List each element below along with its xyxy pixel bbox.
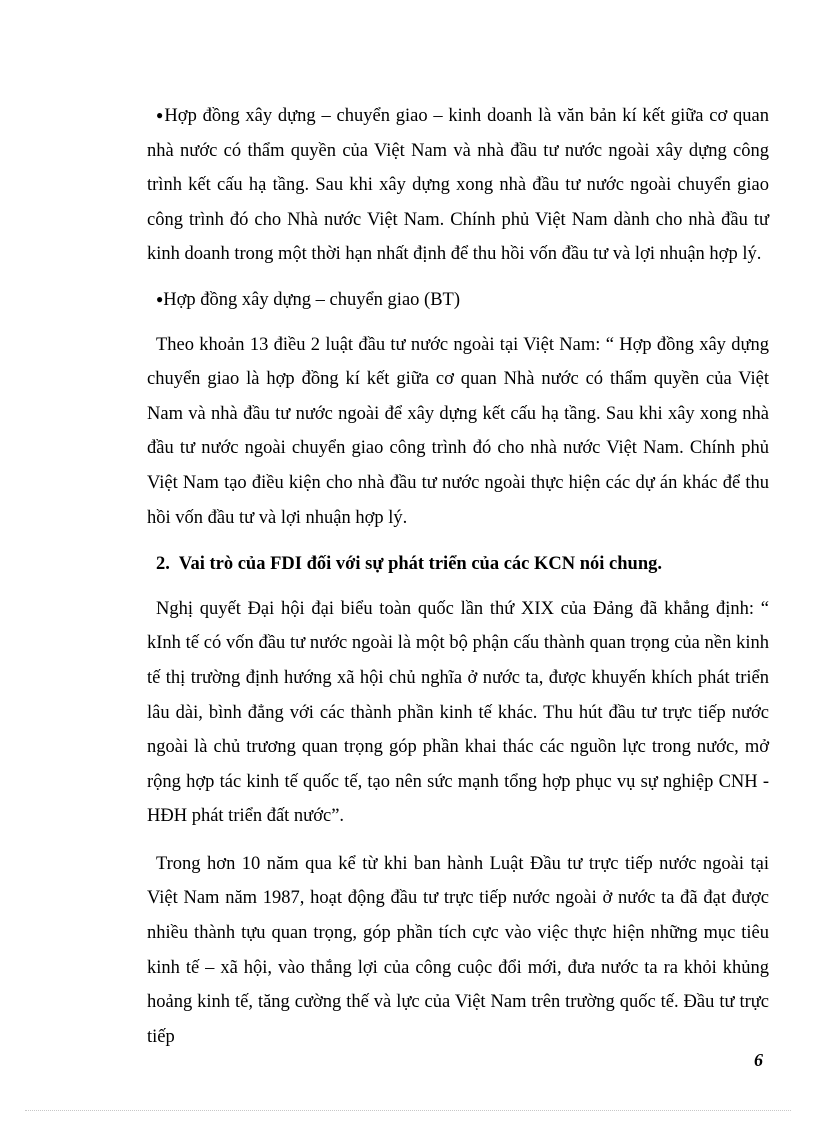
paragraph-bt-heading <box>147 282 769 318</box>
section-number: 2. <box>156 554 170 575</box>
bullet-icon: ● <box>156 291 164 306</box>
paragraph-bt-heading-text: Hợp đồng xây dựng – chuyển giao (BT) <box>163 289 460 310</box>
document-body <box>147 98 769 1054</box>
paragraph-bt-definition: Theo khoản 13 điều 2 luật đầu tư nước ngoài tại Việt Nam: “ Hợp đồng xây dựng chuyển giao là hợp đồng kí kết giữa cơ quan Nhà nước có thẩm quyền của Việt Nam và nhà đầu tư nước ngoài để xây dựng kết cấu hạ tầng. Sau khi xây xong nhà đầu tư nước ngoài chuyển giao công trình đó cho nhà nước Việt Nam. Chính phủ Việt Nam tạo điều kiện cho nhà đầu tư nước ngoài thực hiện các dự án khác để thu hồi vốn đầu tư và lợi nhuận hợp lý. <box>147 334 769 528</box>
page-number: 6 <box>754 1050 763 1070</box>
bullet-icon: ● <box>156 108 165 122</box>
page-bottom-divider <box>25 1110 791 1111</box>
section-heading <box>147 547 769 582</box>
paragraph-bot-definition <box>147 98 769 272</box>
section-title: Vai trò của FDI đối với sự phát triển của các KCN nói chung. <box>178 554 662 575</box>
paragraph-resolution-quote: Nghị quyết Đại hội đại biểu toàn quốc lần thứ XIX của Đảng đã khẳng định: “ kInh tế có vốn đầu tư nước ngoài là một bộ phận cấu thành quan trọng của nền kinh tế thị trường định hướng xã hội chủ nghĩa ở nước ta, được khuyến khích phát triển lâu dài, bình đẳng với các thành phần kinh tế khác. Thu hút đầu tư trực tiếp nước ngoài là chủ trương quan trọng góp phần khai thác các nguồn lực trong nước, mở rộng hợp tác kinh tế quốc tế, tạo nên sức mạnh tổng hợp phục vụ sự nghiệp CNH - HĐH phát triển đất nước”. <box>147 598 769 827</box>
paragraph-decade-review: Trong hơn 10 năm qua kể từ khi ban hành Luật Đầu tư trực tiếp nước ngoài tại Việt Nam năm 1987, hoạt động đầu tư trực tiếp nước ngoài ở nước ta đã đạt được nhiều thành tựu quan trọng, góp phần tích cực vào việc thực hiện những mục tiêu kinh tế – xã hội, vào thắng lợi của công cuộc đổi mới, đưa nước ta ra khỏi khủng hoảng kinh tế, tăng cường thế và lực của Việt Nam trên trường quốc tế. Đầu tư trực tiếp <box>147 853 769 1047</box>
paragraph-bot-text: Hợp đồng xây dựng – chuyển giao – kinh doanh là văn bản kí kết giữa cơ quan nhà nước có thẩm quyền của Việt Nam và nhà đầu tư nước ngoài xây dựng công trình kết cấu hạ tầng. Sau khi xây dựng xong nhà đầu tư nước ngoài chuyển giao công trình đó cho Nhà nước Việt Nam. Chính phủ Việt Nam dành cho nhà đầu tư kinh doanh trong một thời hạn nhất định để thu hồi vốn đầu tư và lợi nhuận hợp lý. <box>147 106 769 265</box>
